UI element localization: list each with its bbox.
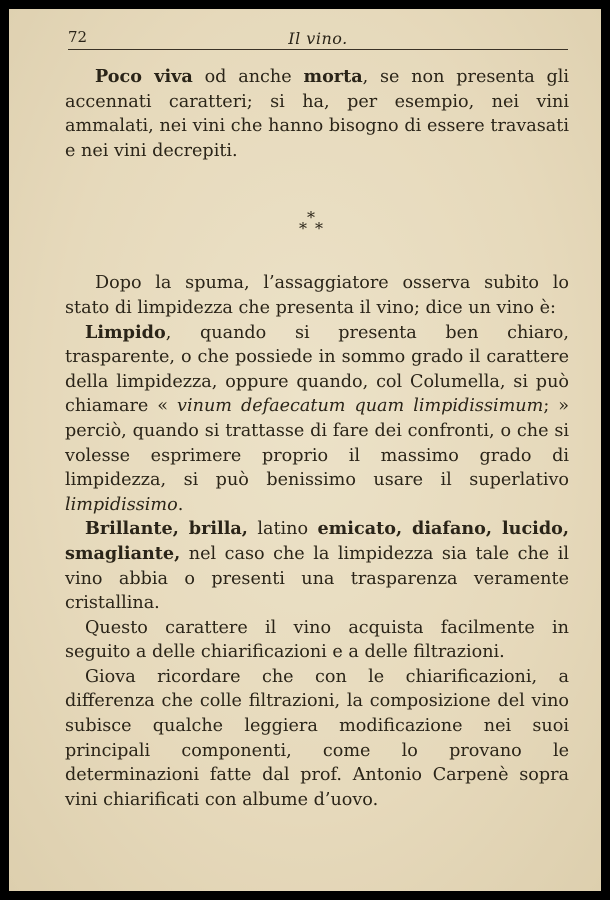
asterisk: *	[315, 219, 323, 239]
running-title: Il vino.	[288, 29, 348, 48]
page-number: 72	[68, 28, 88, 46]
asterisk: *	[307, 208, 315, 228]
page-header	[68, 21, 568, 50]
paragraph-intro-limpidezza: Dopo la spuma, l’assaggiatore osserva subito lo stato di limpidezza che presenta il vino; dice un vino è:	[65, 273, 569, 318]
latin-quote: vinum defaecatum quam limpidissimum	[177, 396, 544, 417]
term-limpido: Limpido	[85, 321, 166, 343]
paragraph-questo-carattere: Questo carattere il vino acquista facilmente in seguito a delle chiarificazioni e a delle filtrazioni.	[65, 617, 569, 663]
page-body	[65, 65, 569, 812]
paragraph-brillante	[65, 517, 569, 615]
paragraph-poco-viva	[65, 65, 569, 163]
term-morta: morta	[303, 66, 363, 87]
paragraph-text: od anche	[192, 67, 304, 87]
paragraph-giova-ricordare: Giova ricordare che con le chiarificazioni, a differenza che colle filtrazioni, la composizione del vino subisce qualche leggiera modificazione nei suoi principali componenti, come lo provano le determinazioni fatte dal prof. Antonio Carpenè sopra vini chiarificati con albume d’uovo.	[65, 666, 569, 810]
paragraph-text: , se non presenta gli accennati caratteri; si ha, per esempio, nei vini ammalati, nei vini che hanno bisogno di essere travasati e nei vini decrepiti.	[65, 67, 569, 161]
term-limpidissimo: limpidissimo	[65, 494, 178, 515]
paragraph-text: latino	[247, 519, 318, 540]
paragraph-text: nel caso che la limpidezza sia tale che il vino abbia o presenti una trasparenza veramente cristallina.	[65, 543, 569, 614]
book-page	[9, 9, 601, 891]
term-brillante: Brillante, brilla,	[85, 518, 248, 540]
section-separator-asterism	[65, 163, 569, 271]
term-emicato: emicato, diafano, lucido, smagliante,	[65, 518, 569, 564]
asterisk: *	[299, 219, 307, 239]
paragraph-text: ; » perciò, quando si trattasse di fare dei confronti, o che si volesse esprimere proprio il massimo grado di limpidezza, si può benissimo usare il superlativo	[65, 396, 569, 491]
paragraph-limpido	[65, 321, 569, 518]
term-poco-viva: Poco viva	[95, 66, 193, 87]
paragraph-text: .	[177, 494, 184, 515]
paragraph-text: , quando si presenta ben chiaro, trasparente, o che possiede in sommo grado il carattere della limpidezza, oppure quando, col Columella, si può chiamare «	[65, 322, 569, 417]
